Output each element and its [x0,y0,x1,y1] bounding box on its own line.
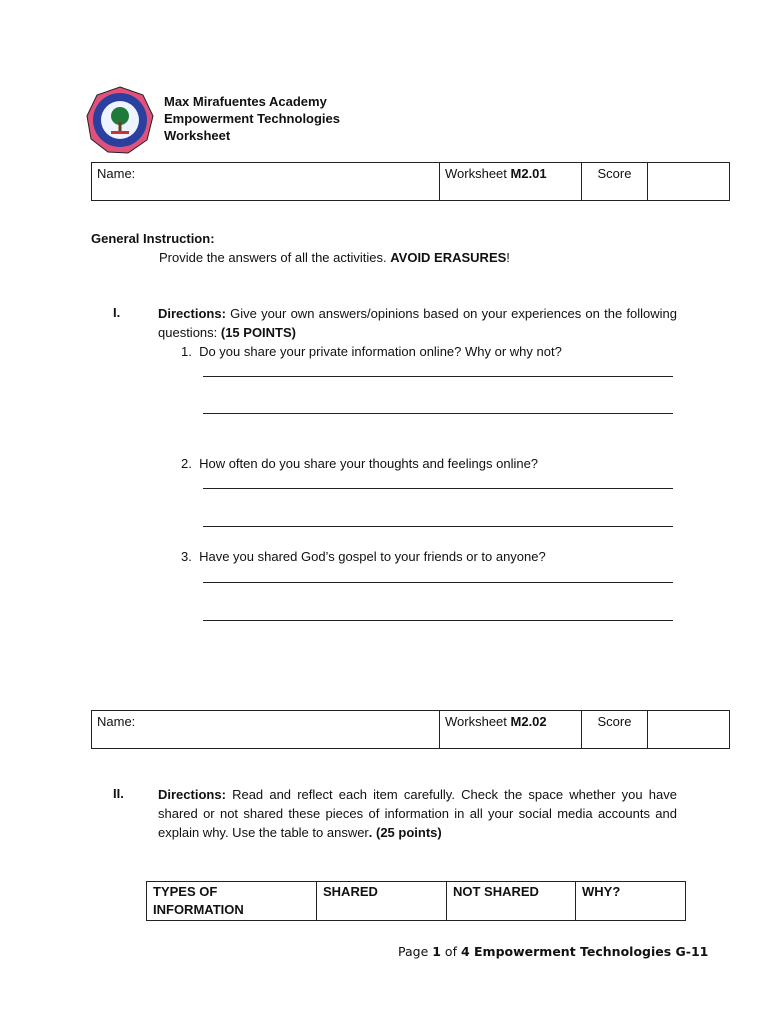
answer-line[interactable] [203,526,673,527]
name-cell[interactable] [92,163,440,201]
instruction-suffix: ! [506,250,510,265]
header-why: WHY? [576,882,686,921]
school-logo [86,86,154,154]
question-number: 1. [181,344,192,359]
name-label: Name: [97,714,136,729]
page-footer [398,944,708,959]
points-label: . (25 points) [368,825,442,840]
question-text: Do you share your private information online? Why or why not? [199,344,562,359]
footer-page-word: Page [398,944,433,959]
question-3 [181,549,546,564]
answer-line[interactable] [203,488,673,489]
question-number: 2. [181,456,192,471]
answer-line[interactable] [203,582,673,583]
answer-line[interactable] [203,376,673,377]
section-1-numeral: I. [113,305,121,320]
worksheet-code: M2.02 [510,714,547,729]
worksheet-label: Worksheet [445,166,511,181]
directions-label: Directions: [158,787,226,802]
header-types: TYPES OF INFORMATION [147,882,317,921]
header-shared: SHARED [317,882,447,921]
subject-name: Empowerment Technologies [164,111,341,126]
instruction-emphasis: AVOID ERASURES [390,250,507,265]
question-2 [181,456,538,471]
score-label-cell [582,711,648,749]
question-number: 3. [181,549,192,564]
score-label: Score [597,714,632,729]
directions-label: Directions: [158,306,226,321]
score-label-cell [582,163,648,201]
information-table [146,881,686,921]
name-cell[interactable] [92,711,440,749]
section-2-numeral: II. [113,786,124,801]
answer-line[interactable] [203,413,673,414]
footer-title: Empowerment Technologies G-11 [469,944,709,959]
directions-text: Read and reflect each item carefully. Check the space whether you have shared or not shared these pieces of information in all your social media accounts and explain why. Use the table to answer [158,787,677,840]
worksheet-cell [440,711,582,749]
worksheet-label: Worksheet [445,714,511,729]
name-table-2 [91,710,730,749]
general-instruction-title: General Instruction: [91,231,215,246]
worksheet-code: M2.01 [510,166,547,181]
footer-total-pages: 4 [460,944,470,959]
name-label: Name: [97,166,136,181]
document-type: Worksheet [164,128,231,143]
question-text: How often do you share your thoughts and feelings online? [199,456,539,471]
footer-of-word: of [440,944,461,959]
points-label: (15 POINTS) [220,325,296,340]
answer-line[interactable] [203,620,673,621]
worksheet-cell [440,163,582,201]
score-value-cell[interactable] [648,163,730,201]
section-1-directions [158,304,677,342]
header-not-shared: NOT SHARED [447,882,576,921]
question-text: Have you shared God’s gospel to your friends or to anyone? [199,549,546,564]
school-name: Max Mirafuentes Academy [164,94,327,109]
general-instruction-text [159,250,510,265]
name-table-1 [91,162,730,201]
table-header-row [147,882,686,921]
question-1 [181,344,562,359]
section-2-directions [158,785,677,842]
score-value-cell[interactable] [648,711,730,749]
instruction-text: Provide the answers of all the activities. [159,250,391,265]
directions-text: Give your own answers/opinions based on your experiences on the following questions: [158,306,677,340]
school-header [164,93,340,144]
score-label: Score [597,166,632,181]
footer-page-number: 1 [432,944,441,959]
